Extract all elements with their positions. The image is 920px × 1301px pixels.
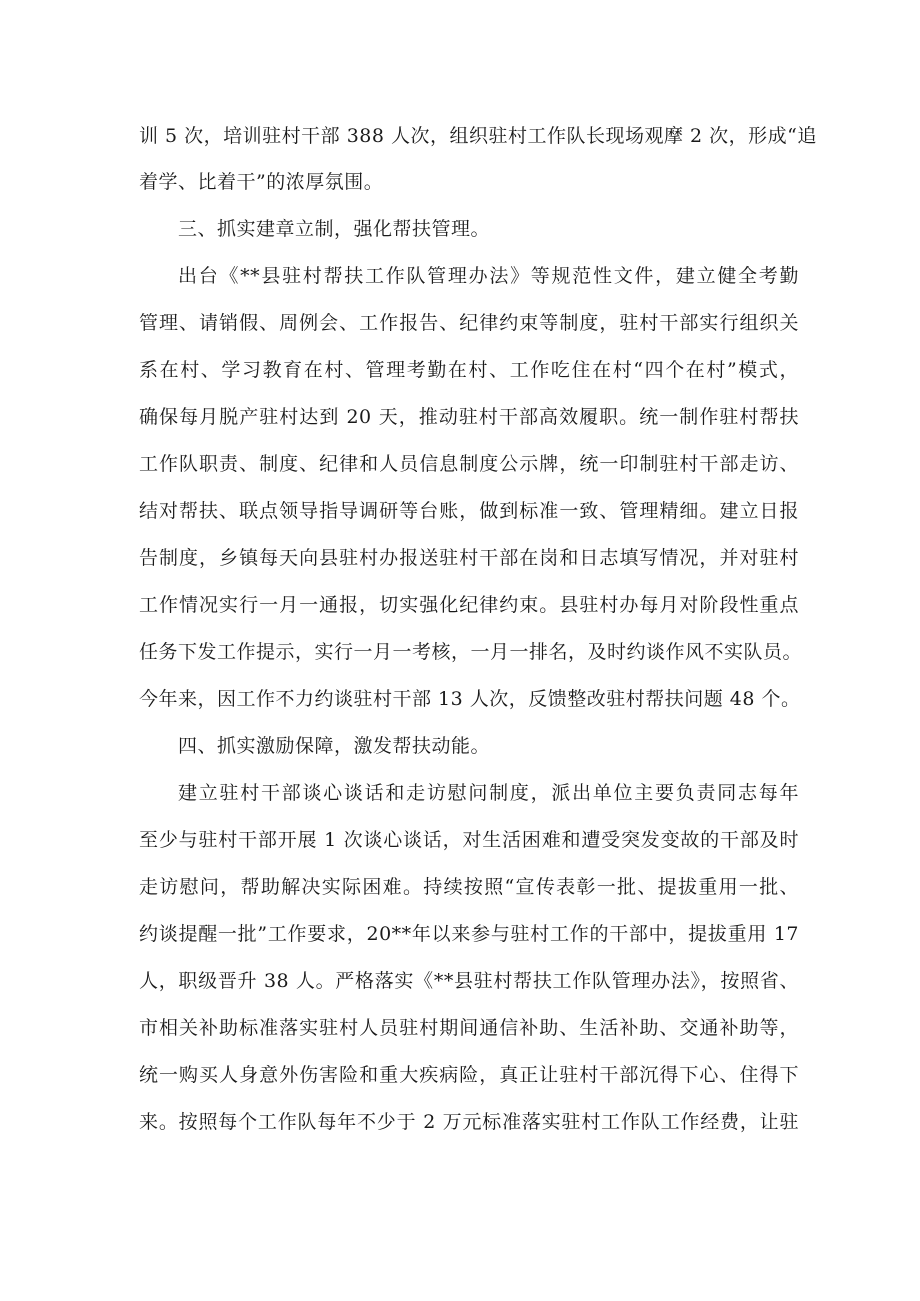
paragraph-line: 确保每月脱产驻村达到 20 天，推动驻村干部高效履职。统一制作驻村帮扶 xyxy=(139,406,799,428)
paragraph-line: 任务下发工作提示，实行一月一考核，一月一排名，及时约谈作风不实队员。 xyxy=(139,641,803,663)
section-heading-4: 四、抓实激励保障，激发帮扶动能。 xyxy=(178,735,491,757)
paragraph-line: 至少与驻村干部开展 1 次谈心谈话，对生活困难和遭受突发变故的干部及时 xyxy=(139,829,799,851)
paragraph-line: 建立驻村干部谈心谈话和走访慰问制度，派出单位主要负责同志每年 xyxy=(178,782,799,804)
paragraph-line: 告制度，乡镇每天向县驻村办报送驻村干部在岗和日志填写情况，并对驻村 xyxy=(139,547,799,569)
paragraph-line: 着学、比着干”的浓厚氛围。 xyxy=(139,171,384,193)
paragraph-line: 人，职级晋升 38 人。严格落实《**县驻村帮扶工作队管理办法》，按照省、 xyxy=(139,970,799,992)
paragraph-line: 来。按照每个工作队每年不少于 2 万元标准落实驻村工作队工作经费，让驻 xyxy=(139,1111,799,1133)
paragraph-line: 结对帮扶、联点领导指导调研等台账，做到标准一致、管理精细。建立日报 xyxy=(139,500,799,522)
paragraph-line: 统一购买人身意外伤害险和重大疾病险，真正让驻村干部沉得下心、住得下 xyxy=(139,1064,799,1086)
paragraph-line: 管理、请销假、周例会、工作报告、纪律约束等制度，驻村干部实行组织关 xyxy=(139,312,799,334)
paragraph-line: 系在村、学习教育在村、管理考勤在村、工作吃住在村“四个在村”模式， xyxy=(139,359,799,381)
paragraph-line: 出台《**县驻村帮扶工作队管理办法》等规范性文件，建立健全考勤 xyxy=(178,265,799,287)
paragraph-line: 工作情况实行一月一通报，切实强化纪律约束。县驻村办每月对阶段性重点 xyxy=(139,594,799,616)
paragraph-line: 约谈提醒一批”工作要求，20**年以来参与驻村工作的干部中，提拔重用 17 xyxy=(139,923,799,945)
paragraph-line: 走访慰问，帮助解决实际困难。持续按照“宣传表彰一批、提拔重用一批、 xyxy=(139,876,799,898)
paragraph-line: 训 5 次，培训驻村干部 388 人次，组织驻村工作队长现场观摩 2 次，形成“追 xyxy=(139,125,817,147)
paragraph-line: 工作队职责、制度、纪律和人员信息制度公示牌，统一印制驻村干部走访、 xyxy=(139,453,799,475)
section-heading-3: 三、抓实建章立制，强化帮扶管理。 xyxy=(178,218,491,240)
paragraph-line: 今年来，因工作不力约谈驻村干部 13 人次，反馈整改驻村帮扶问题 48 个。 xyxy=(139,688,801,710)
paragraph-line: 市相关补助标准落实驻村人员驻村期间通信补助、生活补助、交通补助等， xyxy=(139,1017,799,1039)
